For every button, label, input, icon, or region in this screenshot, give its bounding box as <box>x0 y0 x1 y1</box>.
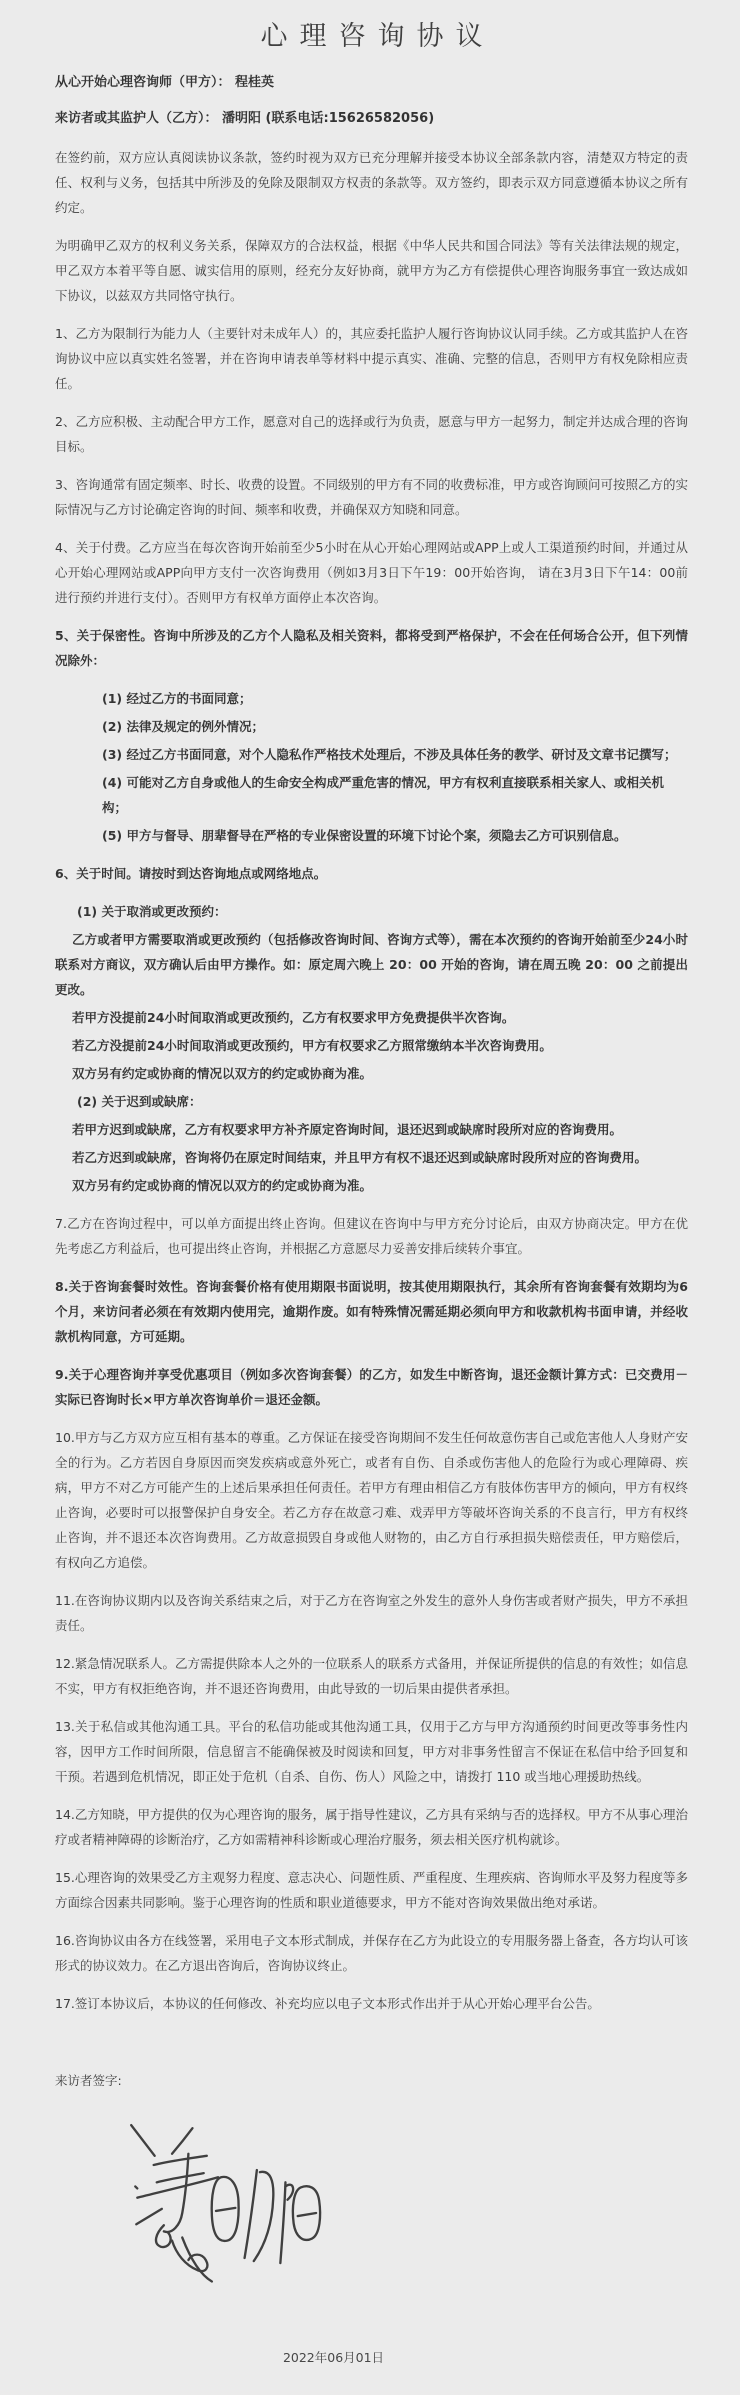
clause-paragraph: 17.签订本协议后，本协议的任何修改、补充均应以电子文本形式作出并于从心开始心理平台公告。 <box>55 1996 600 2011</box>
clause-paragraph: 若甲方没提前24小时间取消或更改预约，乙方有权要求甲方免费提供半次咨询。 <box>72 1010 515 1025</box>
clause-paragraph: 1、乙方为限制行为能力人（主要针对未成年人）的，其应委托监护人履行咨询协议认同手续。乙方或其监护人在咨询协议中应以真实姓名签署，并在咨询申请表单等材料中提示真实、准确、完整的信息，否则甲方有权免除相应责任。 <box>55 326 688 391</box>
clause-paragraph: 10.甲方与乙方双方应互相有基本的尊重。乙方保证在接受咨询期间不发生任何故意伤害自己或危害他人人身财产安全的行为。乙方若因自身原因而突发疾病或意外死亡，或者有自伤、自杀或伤害他人的危险行为或心理障碍、疾病，甲方不对乙方可能产生的上述后果承担任何责任。若甲方有理由相信乙方有肢体伤害甲方的倾向，甲方有权终止咨询，必要时可以报警保护自身安全。若乙方存在故意刁难、戏弄甲方等破坏咨询关系的不良言行，甲方有权终止咨询，并不退还本次咨询费用。乙方故意损毁自身或他人财物的，由乙方自行承担损失赔偿责任，甲方赔偿后，有权向乙方追偿。 <box>55 1430 688 1570</box>
clause-paragraph: 2、乙方应积极、主动配合甲方工作，愿意对自己的选择或行为负责，愿意与甲方一起努力，制定并达成合理的咨询目标。 <box>55 414 688 454</box>
clause-paragraph: 4、关于付费。乙方应当在每次咨询开始前至少5小时在从心开始心理网站或APP上或人工渠道预约时间，并通过从心开始心理网站或APP向甲方支付一次咨询费用（例如3月3日下午19：00开始咨询， 请在3月3日下午14：00前进行预约并进行支付）。否则甲方有权单方面停止本次咨询。 <box>55 540 688 605</box>
clause-paragraph: (2) 关于迟到或缺席： <box>77 1094 202 1109</box>
visitor-signature-label: 来访者签字: <box>55 2073 122 2088</box>
clause-paragraph: 若甲方迟到或缺席，乙方有权要求甲方补齐原定咨询时间，退还迟到或缺席时段所对应的咨询费用。 <box>72 1122 623 1137</box>
clause-paragraph: 15.心理咨询的效果受乙方主观努力程度、意志决心、问题性质、严重程度、生理疾病、咨询师水平及努力程度等多方面综合因素共同影响。鉴于心理咨询的性质和职业道德要求，甲方不能对咨询效果做出绝对承诺。 <box>55 1870 688 1910</box>
party-b-line: 来访者或其监护人（乙方）： 潘明阳 (联系电话:15626582056) <box>55 111 435 126</box>
clause-paragraph: (1) 关于取消或更改预约： <box>77 904 227 919</box>
clause-paragraph: 7.乙方在咨询过程中，可以单方面提出终止咨询。但建议在咨询中与甲方充分讨论后，由双方协商决定。甲方在优先考虑乙方利益后，也可提出终止咨询，并根据乙方意愿尽力妥善安排后续转介事宜。 <box>55 1216 688 1256</box>
handwritten-signature <box>123 2119 358 2307</box>
clause-paragraph: 为明确甲乙双方的权利义务关系，保障双方的合法权益，根据《中华人民共和国合同法》等有关法律法规的规定，甲乙双方本着平等自愿、诚实信用的原则，经充分友好协商，就甲方为乙方有偿提供心理咨询服务事宜一致达成如下协议，以兹双方共同恪守执行。 <box>55 238 688 303</box>
clause-paragraph: 双方另有约定或协商的情况以双方的约定或协商为准。 <box>72 1066 373 1081</box>
clause-paragraph: 双方另有约定或协商的情况以双方的约定或协商为准。 <box>72 1178 373 1193</box>
clause-paragraph: 5、关于保密性。咨询中所涉及的乙方个人隐私及相关资料，都将受到严格保护，不会在任何场合公开，但下列情况除外： <box>55 628 688 668</box>
clause-paragraph: 9.关于心理咨询并享受优惠项目（例如多次咨询套餐）的乙方，如发生中断咨询，退还金额计算方式：已交费用－实际已咨询时长×甲方单次咨询单价＝退还金额。 <box>55 1367 688 1407</box>
clause-paragraph: (4) 可能对乙方自身或他人的生命安全构成严重危害的情况，甲方有权利直接联系相关家人、或相关机构； <box>102 775 664 815</box>
document-title: 心理咨询协议 <box>260 21 495 52</box>
clause-paragraph: 8.关于咨询套餐时效性。咨询套餐价格有使用期限书面说明，按其使用期限执行，其余所有咨询套餐有效期均为6个月，来访问者必须在有效期内使用完，逾期作废。如有特殊情况需延期必须向甲方和收款机构书面申请，并经收款机构同意，方可延期。 <box>55 1279 688 1344</box>
document-date: 2022年06月01日 <box>282 2350 385 2365</box>
clause-paragraph: 3、咨询通常有固定频率、时长、收费的设置。不同级别的甲方有不同的收费标准，甲方或咨询顾问可按照乙方的实际情况与乙方讨论确定咨询的时间、频率和收费，并确保双方知晓和同意。 <box>55 477 688 517</box>
clause-paragraph: 12.紧急情况联系人。乙方需提供除本人之外的一位联系人的联系方式备用，并保证所提供的信息的有效性；如信息不实，甲方有权拒绝咨询，并不退还咨询费用，由此导致的一切后果由提供者承担。 <box>55 1656 688 1696</box>
party-a-line: 从心开始心理咨询师（甲方）： 程桂英 <box>55 75 275 90</box>
clause-paragraph: 6、关于时间。请按时到达咨询地点或网络地点。 <box>55 866 327 881</box>
clause-paragraph: (5) 甲方与督导、朋辈督导在严格的专业保密设置的环境下讨论个案，须隐去乙方可识别信息。 <box>102 828 627 843</box>
clause-paragraph: (1) 经过乙方的书面同意； <box>102 691 252 706</box>
clause-paragraph: (2) 法律及规定的例外情况； <box>102 719 264 734</box>
clause-paragraph: 乙方或者甲方需要取消或更改预约（包括修改咨询时间、咨询方式等），需在本次预约的咨询开始前至少24小时联系对方商议，双方确认后由甲方操作。如：原定周六晚上 20：00 开始的咨询，请在周五晚 20：00 之前提出更改。 <box>55 932 688 997</box>
clause-paragraph: 若乙方没提前24小时间取消或更改预约，甲方有权要求乙方照常缴纳本半次咨询费用。 <box>72 1038 552 1053</box>
clause-paragraph: 16.咨询协议由各方在线签署，采用电子文本形式制成，并保存在乙方为此设立的专用服务器上备查，各方均认可该形式的协议效力。在乙方退出咨询后，咨询协议终止。 <box>55 1933 688 1973</box>
clause-paragraph: 13.关于私信或其他沟通工具。平台的私信功能或其他沟通工具，仅用于乙方与甲方沟通预约时间更改等事务性内容，因甲方工作时间所限，信息留言不能确保被及时阅读和回复，甲方对非事务性留言不保证在私信中给予回复和干预。若遇到危机情况，即正处于危机（自杀、自伤、伤人）风险之中，请拨打 110 或当地心理援助热线。 <box>55 1719 688 1784</box>
clause-paragraph: 在签约前，双方应认真阅读协议条款，签约时视为双方已充分理解并接受本协议全部条款内容，清楚双方特定的责任、权利与义务，包括其中所涉及的免除及限制双方权责的条款等。双方签约，即表示双方同意遵循本协议之所有约定。 <box>55 150 688 215</box>
clauses <box>55 145 688 2016</box>
clause-paragraph: 14.乙方知晓，甲方提供的仅为心理咨询的服务，属于指导性建议，乙方具有采纳与否的选择权。甲方不从事心理治疗或者精神障碍的诊断治疗，乙方如需精神科诊断或心理治疗服务，须去相关医疗机构就诊。 <box>55 1807 688 1847</box>
clause-paragraph: 若乙方迟到或缺席，咨询将仍在原定时间结束，并且甲方有权不退还迟到或缺席时段所对应的咨询费用。 <box>72 1150 648 1165</box>
clause-paragraph: (3) 经过乙方书面同意，对个人隐私作严格技术处理后，不涉及具体任务的教学、研讨及文章书记撰写； <box>102 747 677 762</box>
signature-ink-strokes <box>123 2119 358 2307</box>
clause-paragraph: 11.在咨询协议期内以及咨询关系结束之后，对于乙方在咨询室之外发生的意外人身伤害或者财产损失，甲方不承担责任。 <box>55 1593 688 1633</box>
